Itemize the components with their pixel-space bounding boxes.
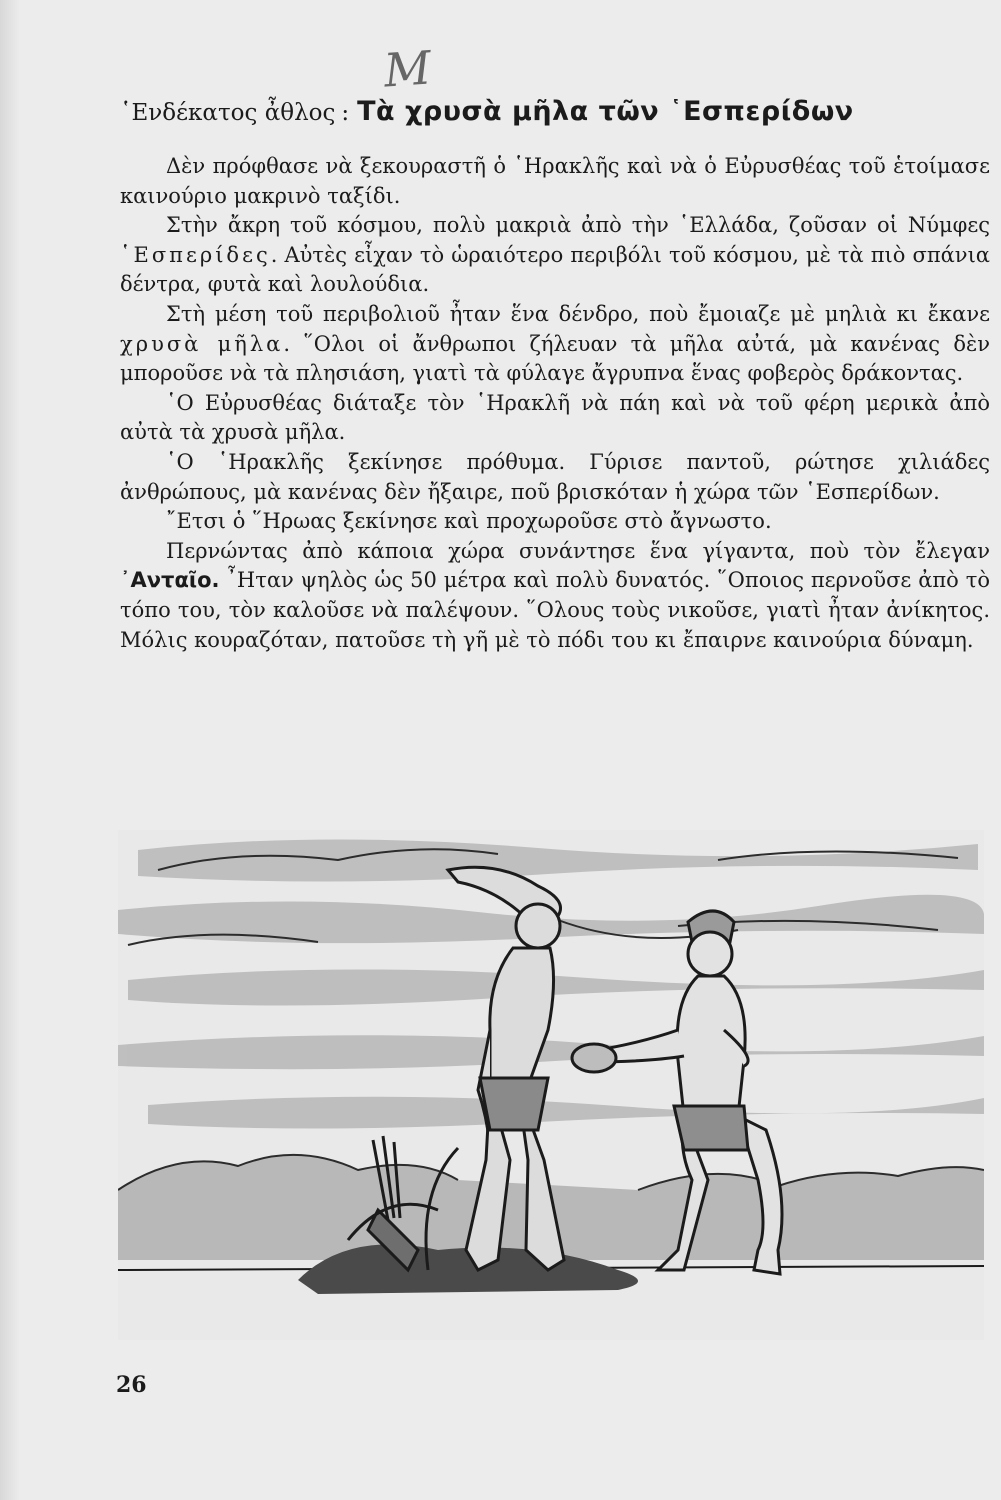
paragraph-text: Στὴ μέση τοῦ περιβολιοῦ ἦταν ἕνα δένδρο, ποὺ ἔμοιαζε μὲ μηλιὰ κι ἔκανε — [166, 301, 990, 326]
paragraph-text: Στὴν ἄκρη τοῦ κόσμου, πολὺ μακριὰ ἀπὸ τὴν ῾Ελλάδα, ζοῦσαν οἱ Νύμφες — [166, 213, 990, 238]
handwritten-margin-mark: M — [382, 40, 433, 98]
paragraph-7 — [120, 537, 990, 655]
bold-name: ᾿Ανταῖο. — [120, 568, 220, 593]
page-number: 26 — [116, 1372, 147, 1398]
heracles-antaeus-illustration — [118, 830, 984, 1340]
paragraph-6 — [120, 507, 990, 537]
paragraph-text: . ῞Ολοι οἱ ἄνθρωποι ζήλευαν τὰ μῆλα αὐτά, μὰ κανένας δὲν μποροῦσε νὰ τὰ πλησιάση, γιατὶ τὰ φύλαγε ἄγρυπνα ἕνας φοβερὸς δράκοντας. — [120, 331, 991, 386]
paragraph-text: Περνώντας ἀπὸ κάποια χώρα συνάντησε ἕνα γίγαντα, ποὺ τὸν ἔλεγαν — [166, 538, 990, 563]
heading-title: Τὰ χρυσὰ μῆλα τῶν ῾Εσπερίδων — [357, 96, 854, 127]
emphasized-text: χρυσὰ μῆλα — [120, 331, 284, 356]
emphasized-text: ῾Εσπερίδες — [120, 242, 271, 267]
paragraph-text: ῎Ετσι ὁ ῞Ηρωας ξεκίνησε καὶ προχωροῦσε στὸ ἄγνωστο. — [166, 509, 772, 534]
paragraph-text: . Αὐτὲς εἶχαν τὸ ὡραιότερο περιβόλι τοῦ κόσμου, μὲ τὰ πιὸ σπάνια δέντρα, φυτὰ καὶ λουλούδια. — [120, 242, 990, 297]
heading-colon: : — [341, 100, 350, 126]
paragraph-text: ῾Ο Εὐρυσθέας διάταξε τὸν ῾Ηρακλῆ νὰ πάη καὶ νὰ τοῦ φέρη μερικὰ ἀπὸ αὐτὰ τὰ χρυσὰ μῆλα. — [120, 390, 990, 445]
paragraph-4 — [120, 389, 990, 448]
paragraph-1 — [120, 152, 990, 211]
paragraph-text: Δὲν πρόφθασε νὰ ξεκουραστῆ ὁ ῾Ηρακλῆς καὶ νὰ ὁ Εὐρυσθέας τοῦ ἑτοίμασε καινούριο μακρινὸ ταξίδι. — [120, 154, 990, 208]
paragraph-text: ῏Ηταν ψηλὸς ὡς 50 μέτρα καὶ πολὺ δυνατός. ῞Οποιος περνοῦσε ἀπὸ τὸ τόπο του, τὸν καλοῦσε νὰ παλέψουν. ῞Ολους τοὺς νικοῦσε, γιατὶ ἦταν ἀνίκητος. Μόλις κουραζόταν, πατοῦσε τὴ γῆ μὲ τὸ πόδι του κι ἔπαιρνε καινούρια δύναμη. — [120, 568, 990, 652]
page-edge-shadow — [0, 0, 20, 1500]
paragraph-2 — [120, 211, 990, 300]
paragraph-5 — [120, 448, 990, 507]
paragraph-3 — [120, 300, 990, 389]
heading-prefix: ῾Ενδέκατος ἆθλος — [120, 100, 336, 126]
body-text — [120, 152, 990, 655]
paragraph-text: ῾Ο ῾Ηρακλῆς ξεκίνησε πρόθυμα. Γύρισε παντοῦ, ρώτησε χιλιάδες ἀνθρώπους, μὰ κανένας δὲν ἤξαιρε, ποῦ βρισκόταν ἡ χώρα τῶν ῾Εσπερίδων. — [120, 449, 990, 504]
chapter-heading — [120, 92, 1000, 135]
